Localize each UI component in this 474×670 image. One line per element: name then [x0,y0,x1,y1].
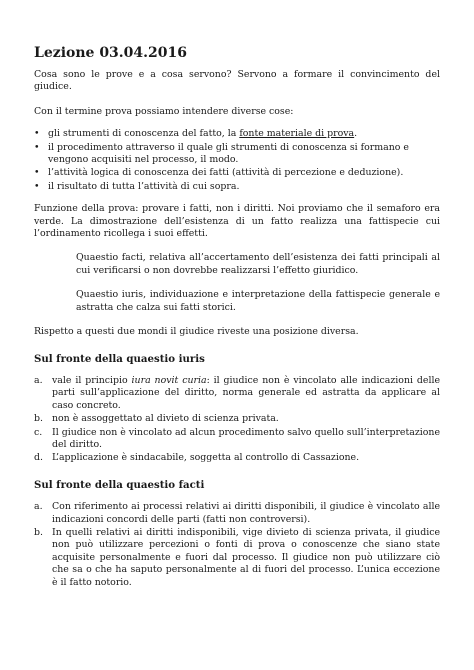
bullet-icon: • [34,180,40,192]
bullet-icon: • [34,141,40,153]
list-item: b. non è assoggettato al divieto di scienza privata. [34,413,279,425]
document-body [34,44,440,595]
latin-maxim: iura novit curia [131,374,207,386]
list-item: d. L’applicazione è sindacabile, soggetta al controllo di Cassazione. [34,452,360,464]
function-paragraph: Funzione della prova: provare i fatti, non i diritti. Noi proviamo che il semaforo era verde. La dimostrazione dell’esistenza di un fatto realizza una fattispecie cui l’ordinamento ricollega i suoi effetti. [34,203,440,240]
lecture-title: Lezione 03.04.2016 [34,45,187,61]
list-item: • l’attività logica di conoscenza dei fatti (attività di percezione e deduzione). [34,167,404,179]
list-item: a. vale il principio iura novit curia: il giudice non è vincolato alle indicazioni delle parti sull’applicazione del diritto, norma generale ed astratta da applicare al caso concreto. [34,374,440,411]
underlined-term: fonte materiale di prova [239,128,355,140]
intro-paragraph: Cosa sono le prove e a cosa servono? Servono a formare il convincimento del giudice. [34,69,440,93]
list-item: • gli strumenti di conoscenza del fatto, la fonte materiale di prova. [34,128,358,140]
bullet-icon: • [34,167,40,179]
iuris-list [34,375,440,465]
quaestio-facti-paragraph: Quaestio facti, relativa all’accertamento dell’esistenza dei fatti principali al cui verificarsi o non dovrebbe realizzarsi l’effetto giuridico. [76,252,440,276]
facti-list [34,501,440,589]
list-item: • il procedimento attraverso il quale gli strumenti di conoscenza si formano e vengono acquisiti nel processo, il modo. [34,141,409,166]
section-heading-facti: Sul fronte della quaestio facti [34,478,205,491]
bullet-icon: • [34,128,40,140]
list-item: • il risultato di tutta l’attività di cui sopra. [34,180,240,192]
list-item: c. Il giudice non è vincolato ad alcun procedimento salvo quello sull’interpretazione del diritto. [34,426,440,450]
section-heading-iuris: Sul fronte della quaestio iuris [34,352,205,365]
definition-paragraph: Con il termine prova possiamo intendere diverse cose: [34,105,294,117]
position-paragraph: Rispetto a questi due mondi il giudice riveste una posizione diversa. [34,326,359,338]
list-item: b. In quelli relativi ai diritti indisponibili, vige divieto di scienza privata, il giudice non può utilizzare percezioni o fonti di prova o conoscenze che siano state acquisite personalmente e fuori dal processo. Il giudice non può utilizzare ciò che sa o che ha saputo personalmente al di fuori del processo. L’unica eccezione è il fatto notorio. [34,526,440,588]
quaestio-iuris-paragraph: Quaestio iuris, individuazione e interpretazione della fattispecie generale e astratta che calza sui fatti storici. [76,289,440,313]
list-item: a. Con riferimento ai processi relativi ai diritti disponibili, il giudice è vincolato alle indicazioni concordi delle parti (fatti non controversi). [34,501,440,525]
meaning-list [34,128,440,193]
